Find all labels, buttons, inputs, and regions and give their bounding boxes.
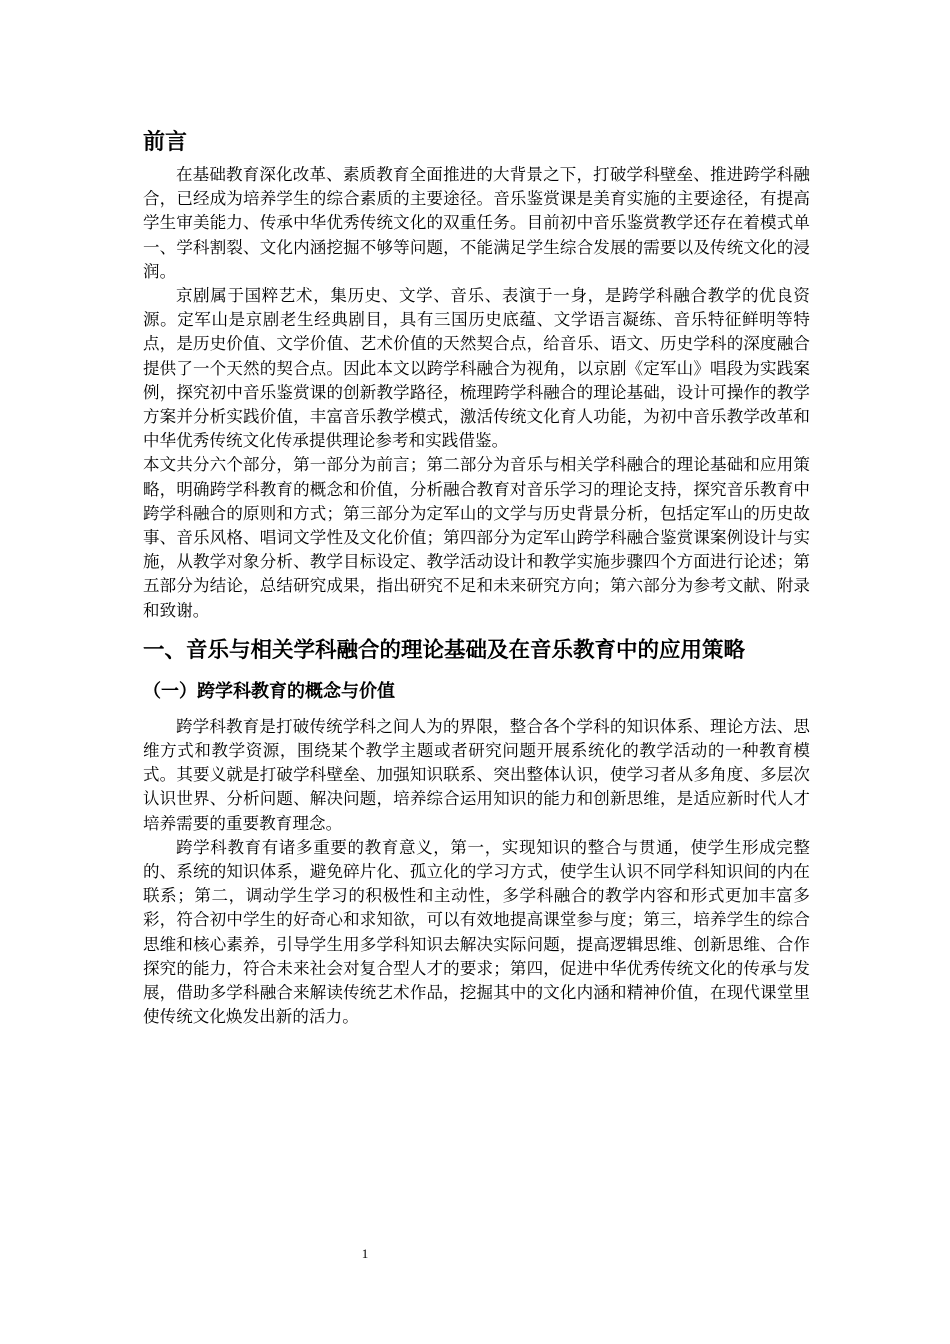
section-heading: （一）跨学科教育的概念与价值 bbox=[143, 680, 395, 702]
preface-paragraph: 京剧属于国粹艺术，集历史、文学、音乐、表演于一身，是跨学科融合教学的优良资源。定军山是京剧老生经典剧目，具有三国历史底蕴、文学语言凝练、音乐特征鲜明等特点，是历史价值、文学价值、艺术价值的天然契合点，给音乐、语文、历史学科的深度融合提供了一个天然的契合点。因此本文以跨学科融合为视角，以京剧《定军山》唱段为实践案例，探究初中音乐鉴赏课的创新教学路径，梳理跨学科融合的理论基础，设计可操作的教学方案并分析实践价值，丰富音乐教学模式，激活传统文化育人功能，为初中音乐教学改革和中华优秀传统文化传承提供理论参考和实践借鉴。 bbox=[143, 286, 810, 451]
chapter-heading: 一、音乐与相关学科融合的理论基础及在音乐教育中的应用策略 bbox=[143, 637, 746, 663]
preface-paragraph: 本文共分六个部分，第一部分为前言；第二部分为音乐与相关学科融合的理论基础和应用策略，明确跨学科教育的概念和价值，分析融合教育对音乐学习的理论支持，探究音乐教育中跨学科融合的原则和方式；第三部分为定军山的文学与历史背景分析，包括定军山的历史故事、音乐风格、唱词文学性及文化价值；第四部分为定军山跨学科融合鉴赏课案例设计与实施，从教学对象分析、教学目标设定、教学活动设计和教学实施步骤四个方面进行论述；第五部分为结论，总结研究成果，指出研究不足和未来研究方向；第六部分为参考文献、附录和致谢。 bbox=[143, 455, 810, 620]
section-paragraph: 跨学科教育是打破传统学科之间人为的界限，整合各个学科的知识体系、理论方法、思维方式和教学资源，围绕某个教学主题或者研究问题开展系统化的教学活动的一种教育模式。其要义就是打破学科壁垒、加强知识联系、突出整体认识，使学习者从多角度、多层次认识世界、分析问题、解决问题，培养综合运用知识的能力和创新思维，是适应新时代人才培养需要的重要教育理念。 bbox=[143, 716, 810, 833]
page-number: 1 bbox=[361, 1246, 369, 1261]
page-content bbox=[143, 128, 810, 1030]
section-paragraph: 跨学科教育有诸多重要的教育意义，第一，实现知识的整合与贯通，使学生形成完整的、系统的知识体系，避免碎片化、孤立化的学习方式，使学生认识不同学科知识间的内在联系；第二，调动学生学习的积极性和主动性，多学科融合的教学内容和形式更加丰富多彩，符合初中学生的好奇心和求知欲，可以有效地提高课堂参与度；第三，培养学生的综合思维和核心素养，引导学生用多学科知识去解决实际问题，提高逻辑思维、创新思维、合作探究的能力，符合未来社会对复合型人才的要求；第四，促进中华优秀传统文化的传承与发展，借助多学科融合来解读传统艺术作品，挖掘其中的文化内涵和精神价值，在现代课堂里使传统文化焕发出新的活力。 bbox=[143, 837, 810, 1027]
preface-paragraph: 在基础教育深化改革、素质教育全面推进的大背景之下，打破学科壁垒、推进跨学科融合，已经成为培养学生的综合素质的主要途径。音乐鉴赏课是美育实施的主要途径，有提高学生审美能力、传承中华优秀传统文化的双重任务。目前初中音乐鉴赏教学还存在着模式单一、学科割裂、文化内涵挖掘不够等问题，不能满足学生综合发展的需要以及传统文化的浸润。 bbox=[143, 165, 810, 281]
preface-heading: 前言 bbox=[143, 130, 188, 155]
